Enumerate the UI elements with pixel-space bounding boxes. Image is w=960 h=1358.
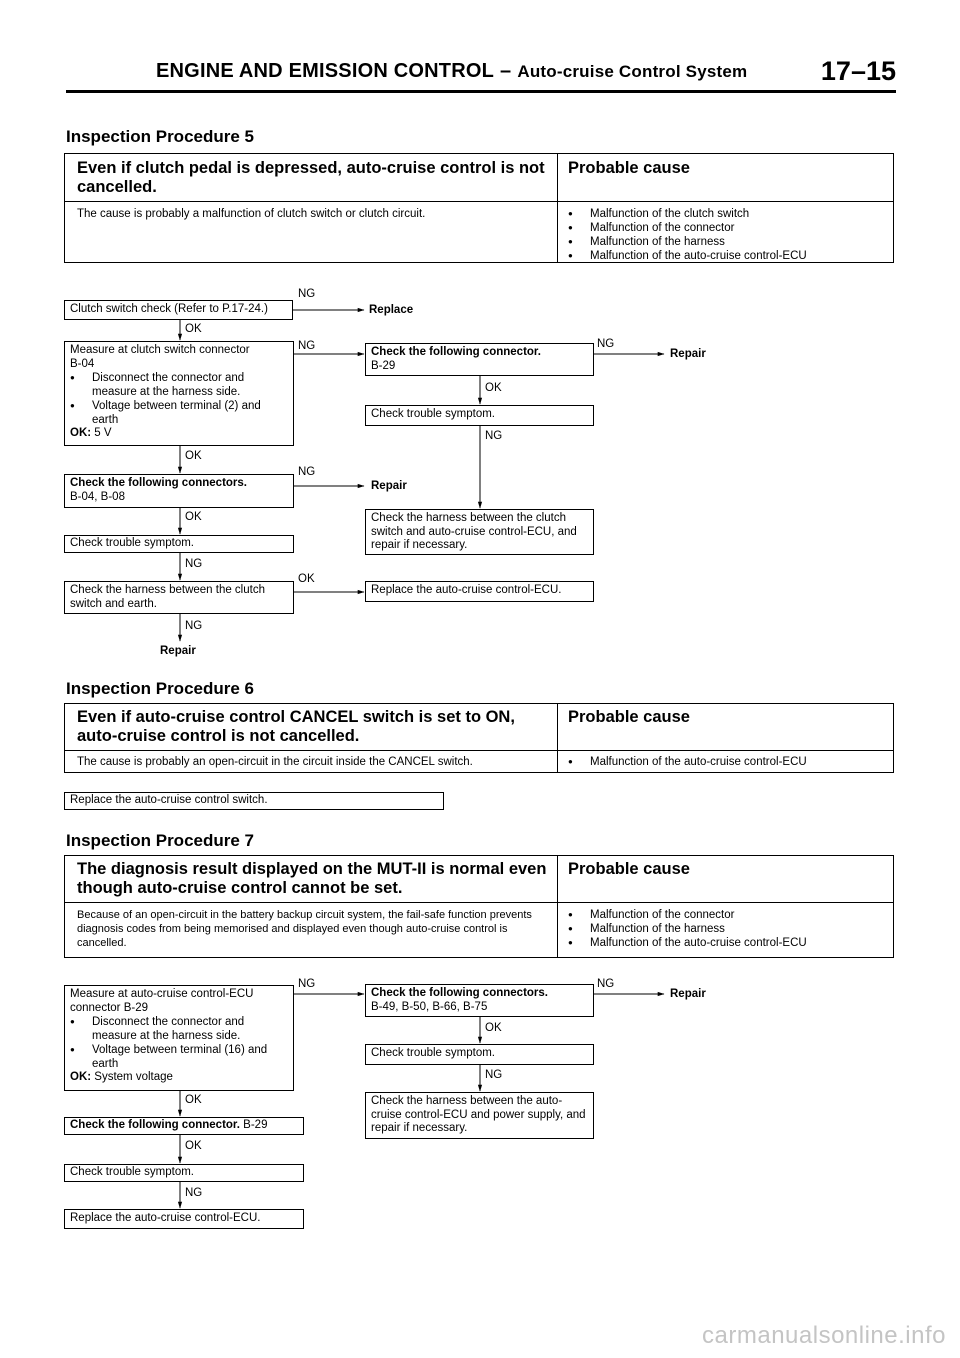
ok-label: OK <box>185 323 202 335</box>
repair-label: Repair <box>670 988 706 1000</box>
proc6-cause-header: Probable cause <box>568 708 690 726</box>
ng-label: NG <box>485 1069 503 1081</box>
measure-line: connector B-29 <box>70 1001 148 1014</box>
check-trouble-text: Check trouble symptom. <box>70 537 194 549</box>
check-connectors-value: B-04, B-08 <box>70 490 125 503</box>
ok-spec-label: OK: <box>70 427 92 439</box>
proc7-title: Inspection Procedure 7 <box>66 831 254 850</box>
measure-ok-spec <box>70 1071 288 1085</box>
check-connectors-value: B-49, B-50, B-66, B-75 <box>371 1000 488 1013</box>
check-trouble-symptom-box <box>365 1044 594 1065</box>
repair-label: Repair <box>670 348 706 360</box>
ok-spec-value: 5 V <box>94 427 112 439</box>
ng-label: NG <box>597 978 615 990</box>
replace-cruise-switch-text: Replace the auto-cruise control switch. <box>70 794 268 806</box>
proc6-description: The cause is probably an open-circuit in the circuit inside the CANCEL switch. <box>77 756 473 768</box>
header-dash: – <box>500 60 512 82</box>
harness-power-text: Check the harness between the auto-cruise control-ECU and power supply, and repair if necessary. <box>371 1095 586 1134</box>
measure-ecu-connector-box <box>64 985 294 1091</box>
ok-label: OK <box>185 1140 202 1152</box>
ok-label: OK <box>485 1022 502 1034</box>
replace-ecu-text: Replace the auto-cruise control-ECU. <box>371 584 562 596</box>
cause-item: ● Malfunction of the auto-cruise control-ECU <box>568 249 888 263</box>
proc7-description: Because of an open-circuit in the battery backup circuit system, the fail-safe function prevents diagnosis codes from being memorised and displayed even though auto-cruise control is cancelled. <box>77 909 532 949</box>
proc7-cause-header: Probable cause <box>568 860 690 878</box>
measure-line: Measure at clutch switch connector <box>70 344 250 356</box>
ng-label: NG <box>298 978 316 990</box>
ng-label: NG <box>298 466 316 478</box>
check-trouble-text: Check trouble symptom. <box>371 408 495 420</box>
harness-earth-text: Check the harness between the clutch switch and earth. <box>70 584 265 610</box>
ok-label: OK <box>185 450 202 462</box>
repair-label: Repair <box>160 645 196 657</box>
ok-spec-value: System voltage <box>94 1071 173 1083</box>
check-connector-b29-box <box>64 1117 304 1135</box>
header-subtitle: Auto-cruise Control System <box>517 62 748 81</box>
proc7-symptom: The diagnosis result displayed on the MUT-II is normal even though auto-cruise control cannot be set. <box>77 860 547 897</box>
cause-item: ● Malfunction of the clutch switch <box>568 207 888 221</box>
ok-label: OK <box>185 511 202 523</box>
cause-item: ● Malfunction of the harness <box>568 922 888 936</box>
ng-label: NG <box>185 558 203 570</box>
ng-label: NG <box>298 340 316 352</box>
check-trouble-symptom-box <box>64 1164 304 1182</box>
check-connector-title: Check the following connector. <box>371 346 541 358</box>
cause-item: ● Malfunction of the auto-cruise control-ECU <box>568 936 888 950</box>
check-connector-value: B-29 <box>371 359 396 372</box>
clutch-switch-check-text: Clutch switch check (Refer to P.17-24.) <box>70 303 268 315</box>
ng-label: NG <box>298 288 316 300</box>
check-connectors-title: Check the following connectors. <box>70 477 247 489</box>
measure-line: B-04 <box>70 357 95 370</box>
check-connector-title: Check the following connector. <box>70 1119 240 1131</box>
proc6-symptom: Even if auto-cruise control CANCEL switch is set to ON, auto-cruise control is not cancelled. <box>77 708 515 745</box>
measure-bullet: ● Disconnect the connector and measure at the harness side. <box>70 371 288 399</box>
header-title: ENGINE AND EMISSION CONTROL <box>156 60 495 82</box>
proc5-title: Inspection Procedure 5 <box>66 127 254 146</box>
ok-label: OK <box>298 573 315 585</box>
proc6-title: Inspection Procedure 6 <box>66 679 254 698</box>
cause-item: ● Malfunction of the connector <box>568 221 888 235</box>
measure-bullet: ● Voltage between terminal (2) and earth <box>70 399 288 427</box>
ng-label: NG <box>485 430 503 442</box>
proc5-cause-header: Probable cause <box>568 159 690 177</box>
check-trouble-text: Check trouble symptom. <box>70 1166 194 1178</box>
check-trouble-text: Check trouble symptom. <box>371 1047 495 1059</box>
repair-label: Repair <box>371 480 407 492</box>
replace-label: Replace <box>369 304 414 316</box>
cause-item: ● Malfunction of the harness <box>568 235 888 249</box>
measure-line: Measure at auto-cruise control-ECU <box>70 988 254 1000</box>
ok-label: OK <box>185 1094 202 1106</box>
measure-bullet: ● Voltage between terminal (16) and earth <box>70 1043 288 1071</box>
measure-bullets <box>70 1015 288 1071</box>
ng-label: NG <box>185 1187 203 1199</box>
watermark: carmanualsonline.info <box>702 1322 946 1349</box>
ng-label: NG <box>597 338 615 350</box>
proc5-description: The cause is probably a malfunction of clutch switch or clutch circuit. <box>77 208 426 220</box>
replace-ecu-text: Replace the auto-cruise control-ECU. <box>70 1212 261 1224</box>
ok-spec-label: OK: <box>70 1071 92 1083</box>
proc5-symptom: Even if clutch pedal is depressed, auto-cruise control is not cancelled. <box>77 159 545 196</box>
check-connectors-b49-box <box>365 984 594 1017</box>
check-connectors-title: Check the following connectors. <box>371 987 548 999</box>
harness-ecu-text: Check the harness between the clutch switch and auto-cruise control-ECU, and repair if necessary. <box>371 512 577 551</box>
check-connector-value: B-29 <box>243 1119 268 1131</box>
check-harness-ecu-power-box <box>365 1092 594 1139</box>
cause-item: ● Malfunction of the auto-cruise control-ECU <box>568 755 888 769</box>
cause-item: ● Malfunction of the connector <box>568 908 888 922</box>
replace-ecu-box <box>64 1209 304 1229</box>
page-number: 17–15 <box>820 56 896 86</box>
measure-bullet: ● Disconnect the connector and measure at the harness side. <box>70 1015 288 1043</box>
ok-label: OK <box>485 382 502 394</box>
ng-label: NG <box>185 620 203 632</box>
